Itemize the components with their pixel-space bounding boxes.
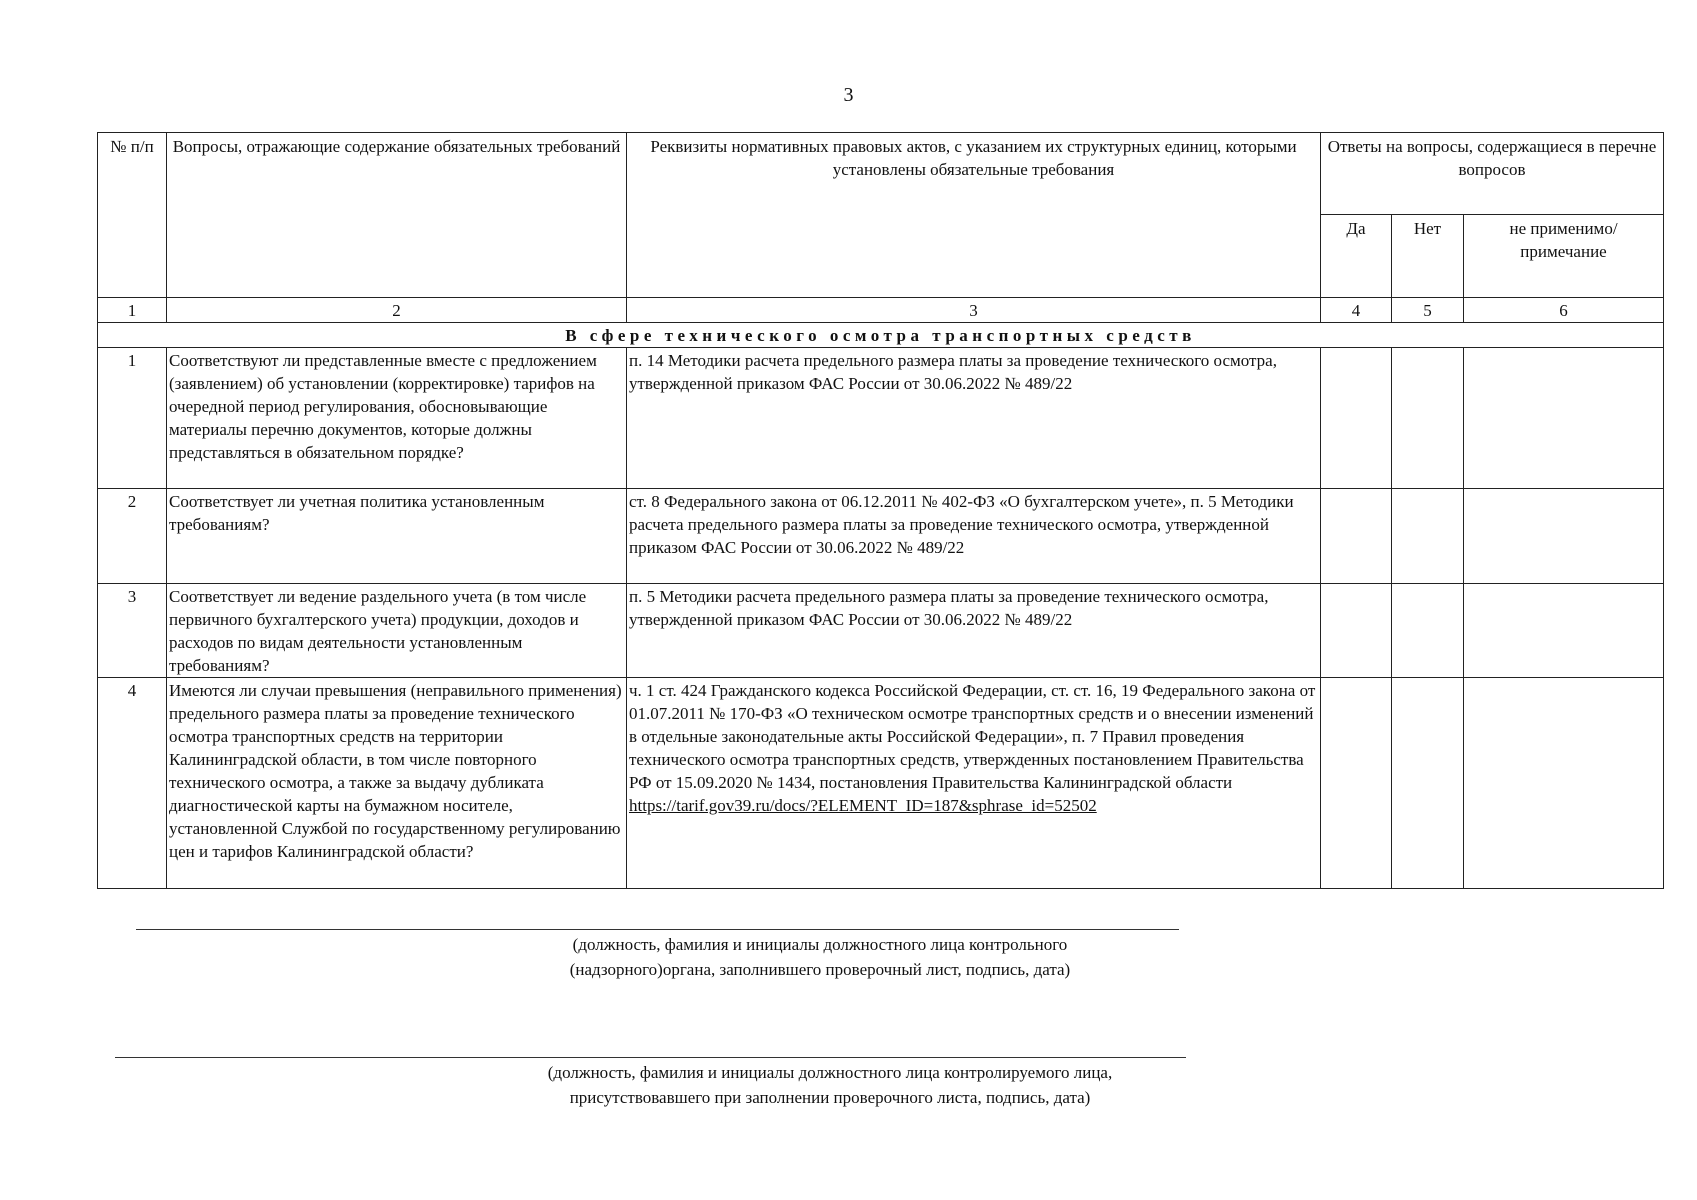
column-number: 3 [627,298,1321,323]
controlled-signature-caption: (должность, фамилия и инициалы должностного лица контролируемого лица, присутствовавшего при заполнении проверочного листа, подпись, дата) [547,1063,1113,1107]
answer-yes-cell[interactable] [1321,348,1392,489]
row-question: Соответствует ли ведение раздельного учета (в том числе первичного бухгалтерского учета) продукции, доходов и расходов по видам деятельности установленным требованиям? [167,584,627,678]
table-row [98,584,1664,678]
answer-yes-cell[interactable] [1321,489,1392,584]
column-number: 1 [98,298,167,323]
row-requisites: п. 14 Методики расчета предельного размера платы за проведение технического осмотра, утвержденной приказом ФАС России от 30.06.2022 № 489/22 [627,348,1321,489]
answer-yes-cell[interactable] [1321,584,1392,678]
section-title: В сфере технического осмотра транспортных средств [98,323,1664,348]
row-number: 4 [98,678,167,889]
row-question: Имеются ли случаи превышения (неправильного применения) предельного размера платы за проведение технического осмотра транспортных средств на территории Калининградской области, в том числе повторного технического осмотра, а также за выдачу дубликата диагностической карты на бумажном носителе, установленной Службой по государственному регулированию цен и тарифов Калининградской области? [167,678,627,889]
column-number-row [98,298,1664,323]
header-question: Вопросы, отражающие содержание обязательных требований [167,133,627,298]
answer-yes-cell[interactable] [1321,678,1392,889]
inspector-signature-caption: (должность, фамилия и инициалы должностного лица контрольного (надзорного)органа, заполнившего проверочный лист, подпись, дата) [569,935,1071,979]
row-number: 1 [98,348,167,489]
header-requisites: Реквизиты нормативных правовых актов, с указанием их структурных единиц, которыми установлены обязательные требования [627,133,1321,298]
section-row [98,323,1664,348]
header-row [98,133,1664,215]
row-number: 3 [98,584,167,678]
answer-na-cell[interactable] [1464,584,1664,678]
page-number: 3 [843,84,854,106]
header-no: Нет [1392,215,1464,298]
row-number: 2 [98,489,167,584]
column-number: 5 [1392,298,1464,323]
header-num: № п/п [98,133,167,298]
document-link[interactable]: https://tarif.gov39.ru/docs/?ELEMENT_ID=187&sphrase_id=52502 [629,796,1097,815]
inspector-signature-line [136,929,1179,930]
table-row [98,348,1664,489]
header-answers: Ответы на вопросы, содержащиеся в перечне вопросов [1321,133,1664,215]
answer-no-cell[interactable] [1392,348,1464,489]
answer-no-cell[interactable] [1392,489,1464,584]
controlled-signature-line [115,1057,1186,1058]
row-requisites: ч. 1 ст. 424 Гражданского кодекса Российской Федерации, ст. ст. 16, 19 Федерального закона от 01.07.2011 № 170-ФЗ «О техническом осмотре транспортных средств и о внесении изменений в отдельные законодательные акты Российской Федерации», п. 7 Правил проведения технического осмотра транспортных средств, утвержденных постановлением Правительства РФ от 15.09.2020 № 1434, постановления Правительства Калининградской области [629,681,1316,792]
answer-na-cell[interactable] [1464,678,1664,889]
checklist-table [97,132,1664,889]
header-na: не применимо/ примечание [1464,215,1664,298]
row-requisites-cell [627,678,1321,889]
answer-no-cell[interactable] [1392,584,1464,678]
answer-na-cell[interactable] [1464,489,1664,584]
row-requisites: ст. 8 Федерального закона от 06.12.2011 № 402-ФЗ «О бухгалтерском учете», п. 5 Методики расчета предельного размера платы за проведение технического осмотра, утвержденной приказом ФАС России от 30.06.2022 № 489/22 [627,489,1321,584]
table-row [98,678,1664,889]
table-row [98,489,1664,584]
column-number: 2 [167,298,627,323]
row-requisites: п. 5 Методики расчета предельного размера платы за проведение технического осмотра, утвержденной приказом ФАС России от 30.06.2022 № 489/22 [627,584,1321,678]
column-number: 4 [1321,298,1392,323]
header-yes: Да [1321,215,1392,298]
answer-na-cell[interactable] [1464,348,1664,489]
column-number: 6 [1464,298,1664,323]
row-question: Соответствует ли учетная политика установленным требованиям? [167,489,627,584]
row-question: Соответствуют ли представленные вместе с предложением (заявлением) об установлении (корректировке) тарифов на очередной период регулирования, обосновывающие материалы перечню документов, которые должны представляться в обязательном порядке? [167,348,627,489]
answer-no-cell[interactable] [1392,678,1464,889]
